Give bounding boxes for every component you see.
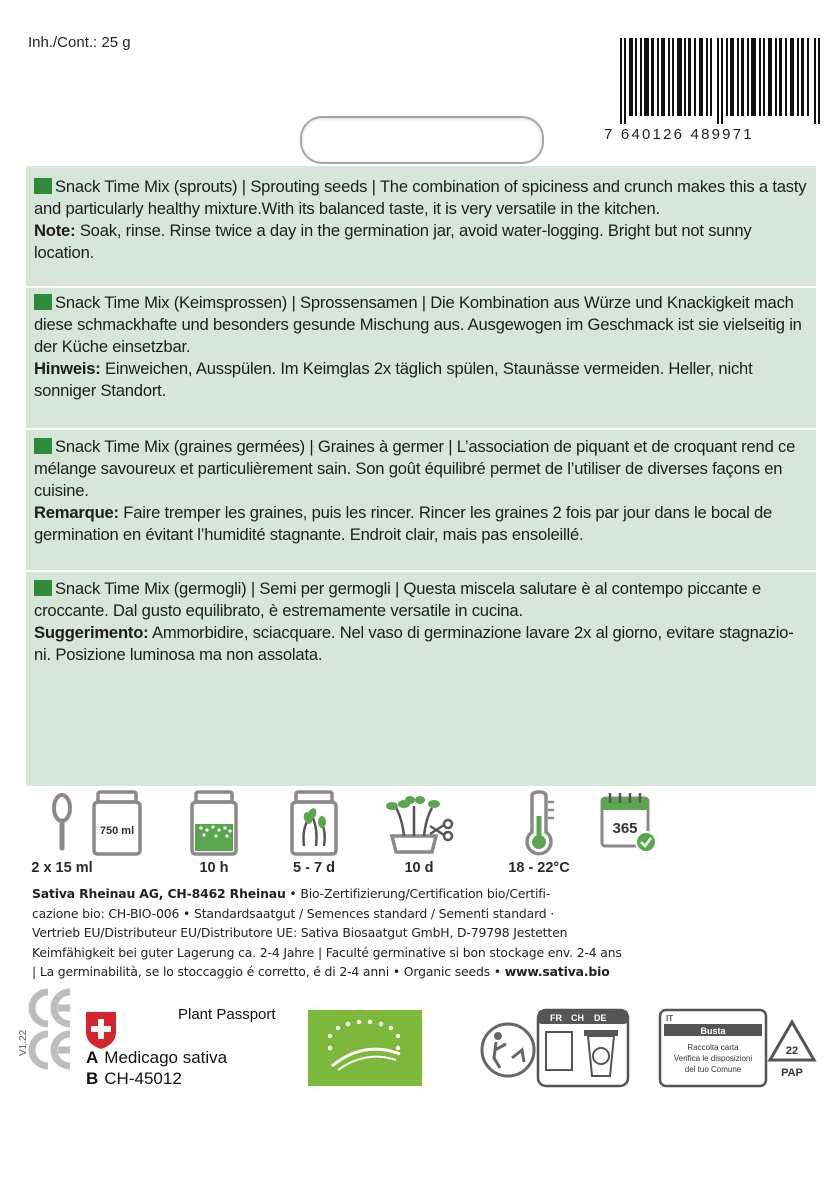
plant-passport-code: CH-45012 [104,1069,182,1088]
svg-text:22: 22 [785,1045,799,1057]
svg-text:Verifica le disposizioni: Verifica le disposizioni [673,1054,753,1063]
germination-text: Keimfähigkeit bei guter Lagerung ca. 2-4 Jahre | Faculté germinative si bon stockage env. 2-4 ans [32,944,622,960]
website-link[interactable]: www.sativa.bio [504,964,610,979]
barcode [604,38,826,148]
bullet-square-icon [34,294,52,310]
bullet-square-icon [34,580,52,596]
note-label: Note: [34,221,76,240]
svg-text:del tuo Comune: del tuo Comune [684,1065,742,1074]
section-intro: Snack Time Mix (sprouts) | Sprouting seeds | The combination of spiciness and crunch makes this a tasty and particularly healthy mixture.With its balanced taste, it is very versatile in the kitchen. [34,177,807,218]
svg-text:IT: IT [666,1014,674,1023]
calendar-step [594,790,664,884]
plant-passport-key-a: A [86,1048,99,1067]
distributor-text: Vertrieb EU/Distributeur EU/Distributore UE: Sativa Biosaatgut GmbH, D-79798 Jestetten [32,925,568,940]
note-label: Suggerimento: [34,623,149,642]
section-intro: Snack Time Mix (germogli) | Semi per germogli | Questa miscela salutare è al contempo piccante e croccante. Dal gusto equilibrato, è estremamente versatile in cucina. [34,579,762,620]
soak-label: 10 h [199,860,229,876]
section-german [34,292,808,402]
swiss-shield-icon [84,1010,118,1050]
certification-code-text: cazione bio: CH-BIO-006 • Standardsaatgut / Semences standard / Sementi standard · [32,905,555,921]
svg-text:365: 365 [612,820,638,837]
temperature-step [484,790,594,884]
calendar-icon [594,790,664,856]
certification-text: • Bio-Zertifizierung/Certification bio/Certifi- [285,886,551,901]
sprouting-jar-icon [274,790,354,856]
note-text: Faire tremper les graines, puis les rincer. Rincer les graines 2 fois par jour dans le bocal de germination en évitant l’humidité stagnante. Endroit clair, mais pas ensoleillé. [34,503,773,544]
section-french [34,436,808,546]
svg-text:DE: DE [594,1013,607,1023]
svg-text:CH: CH [571,1013,584,1023]
plant-passport-line-b [86,1069,182,1089]
svg-text:PAP: PAP [781,1067,803,1079]
barcode-bars [620,38,824,124]
company-name: Sativa Rheinau AG, CH-8462 Rheinau [32,886,286,901]
section-divider [26,286,816,288]
plant-passport-key-b: B [86,1069,99,1088]
harvest-scissors-icon [374,790,464,856]
soak-step [174,790,254,884]
section-divider [26,428,816,430]
spoon-label: 2 x 15 ml [31,860,93,876]
barcode-digits: 7 640126 489971 [604,126,754,143]
svg-text:Raccolta carta: Raccolta carta [687,1043,739,1052]
thermometer-icon [484,790,594,856]
harvest-label: 10 d [404,860,434,876]
sprouting-label: 5 - 7 d [293,860,335,876]
harvest-step [374,790,464,884]
section-divider [26,570,816,572]
ce-mark-icon [26,986,76,1086]
plant-passport-title: Plant Passport [178,1006,276,1023]
germination-it-text: | La germinabilità, se lo stoccaggio é corretto, é di 2-4 anni • Organic seeds • [32,964,505,979]
section-english [34,176,808,264]
section-intro: Snack Time Mix (Keimsprossen) | Sprossensamen | Die Kombination aus Würze und Knackigkeit mach diese schmackhafte und besonders gesunde Mischung aus. Ausgewogen im Geschmack ist sie vielseitig in der Küche einsetzbar. [34,293,802,356]
plant-passport-line-a [86,1048,227,1068]
bullet-square-icon [34,438,52,454]
instructions-icon-row [30,790,820,890]
svg-text:FR: FR [550,1013,562,1023]
recycling-info-icon [478,1006,818,1096]
plant-passport-species: Medicago sativa [104,1048,228,1067]
note-text: Einweichen, Ausspülen. Im Keimglas 2x täglich spülen, Staunässe vermeiden. Heller, nicht sonniger Standort. [34,359,753,400]
company-info [32,884,662,982]
note-text: Soak, rinse. Rinse twice a day in the germination jar, avoid water-logging. Bright but not sunny location. [34,221,752,262]
bullet-square-icon [34,178,52,194]
note-text: Ammorbidire, sciacquare. Nel vaso di germinazione lavare 2x al giorno, evitare stagnazio-ni. Posizione luminosa ma non assolata. [34,623,794,664]
hang-hole [300,116,544,164]
section-intro: Snack Time Mix (graines germées) | Graines à germer | L’association de piquant et de croquant rend ce mélange savoureux et particulièrement sain. Son goût équilibré permet de l’utiliser de diverses façons en cuisine. [34,437,796,500]
svg-text:Busta: Busta [700,1026,726,1036]
note-label: Remarque: [34,503,119,522]
svg-text:750 ml: 750 ml [99,825,135,837]
info-panel [26,166,816,786]
temperature-label: 18 - 22°C [508,860,570,876]
eu-organic-logo-icon [308,1010,422,1086]
note-label: Hinweis: [34,359,101,378]
net-weight: Inh./Cont.: 25 g [28,34,131,51]
jar-icon [80,790,154,856]
section-italian [34,578,808,666]
version-code: V1.22 [18,1029,29,1056]
jar-step [80,790,154,884]
soaked-jar-icon [174,790,254,856]
sprouting-step [274,790,354,884]
